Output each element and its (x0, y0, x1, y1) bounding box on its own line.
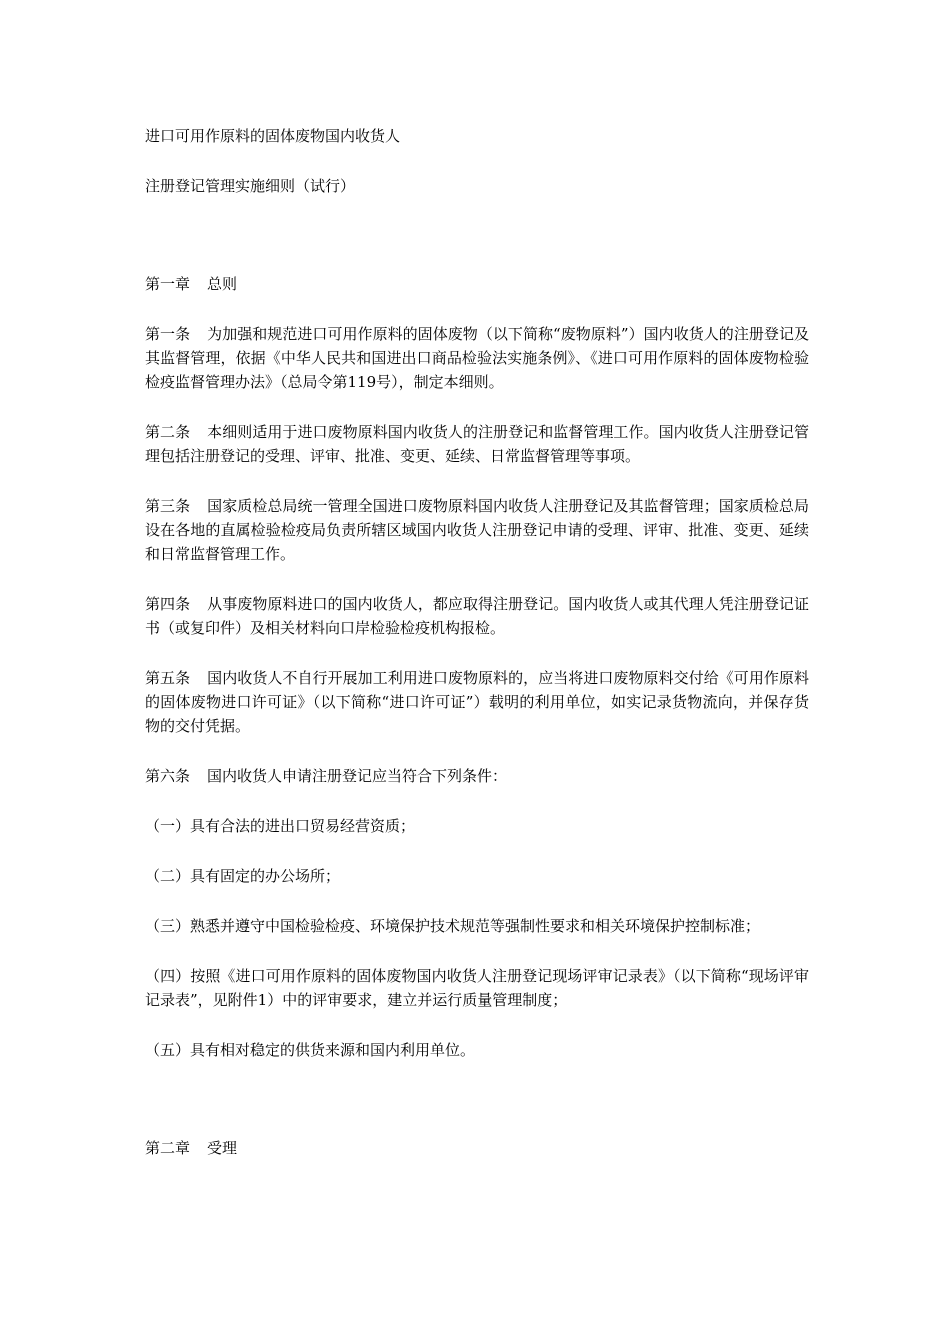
article-label: 第二条 (145, 423, 191, 441)
chapter-label: 第一章 (145, 275, 191, 293)
article-text: 国内收货人申请注册登记应当符合下列条件： (207, 767, 508, 785)
article-label: 第四条 (145, 595, 191, 613)
article-4 (145, 592, 809, 640)
chapter-title: 总则 (207, 275, 238, 293)
condition-item-1: （一）具有合法的进出口贸易经营资质； (145, 817, 416, 835)
chapter-label: 第二章 (145, 1139, 191, 1157)
article-text: 本细则适用于进口废物原料国内收货人的注册登记和监督管理工作。国内收货人注册登记管理包括注册登记的受理、评审、批准、变更、延续、日常监督管理等事项。 (145, 423, 809, 465)
document-body (145, 124, 809, 1186)
article-1 (145, 322, 809, 394)
article-2 (145, 420, 809, 468)
condition-item-4: （四）按照《进口可用作原料的固体废物国内收货人注册登记现场评审记录表》（以下简称“现场评审记录表”，见附件1）中的评审要求，建立并运行质量管理制度； (145, 967, 809, 1009)
article-label: 第一条 (145, 325, 191, 343)
article-label: 第六条 (145, 767, 191, 785)
article-text: 为加强和规范进口可用作原料的固体废物（以下简称“废物原料”）国内收货人的注册登记及其监督管理，依据《中华人民共和国进出口商品检验法实施条例》、《进口可用作原料的固体废物检验检疫监督管理办法》（总局令第119号），制定本细则。 (145, 325, 809, 391)
article-5 (145, 666, 809, 738)
condition-item-3: （三）熟悉并遵守中国检验检疫、环境保护技术规范等强制性要求和相关环境保护控制标准； (145, 917, 761, 935)
article-label: 第三条 (145, 497, 191, 515)
chapter-heading-1 (145, 272, 809, 296)
chapter-title: 受理 (207, 1139, 238, 1157)
condition-item-2: （二）具有固定的办公场所； (145, 867, 341, 885)
condition-item-5: （五）具有相对稳定的供货来源和国内利用单位。 (145, 1041, 476, 1059)
article-6 (145, 764, 809, 788)
article-3 (145, 494, 809, 566)
article-text: 从事废物原料进口的国内收货人，都应取得注册登记。国内收货人或其代理人凭注册登记证书（或复印件）及相关材料向口岸检验检疫机构报检。 (145, 595, 809, 637)
article-label: 第五条 (145, 669, 191, 687)
article-text: 国内收货人不自行开展加工利用进口废物原料的，应当将进口废物原料交付给《可用作原料的固体废物进口许可证》（以下简称“进口许可证”）载明的利用单位，如实记录货物流向，并保存货物的交付凭据。 (145, 669, 809, 735)
article-text: 国家质检总局统一管理全国进口废物原料国内收货人注册登记及其监督管理；国家质检总局设在各地的直属检验检疫局负责所辖区域国内收货人注册登记申请的受理、评审、批准、变更、延续和日常监督管理工作。 (145, 497, 809, 563)
chapter-heading-2 (145, 1136, 809, 1160)
document-title-line2: 注册登记管理实施细则（试行） (145, 177, 356, 195)
document-title-line1: 进口可用作原料的固体废物国内收货人 (145, 127, 401, 145)
